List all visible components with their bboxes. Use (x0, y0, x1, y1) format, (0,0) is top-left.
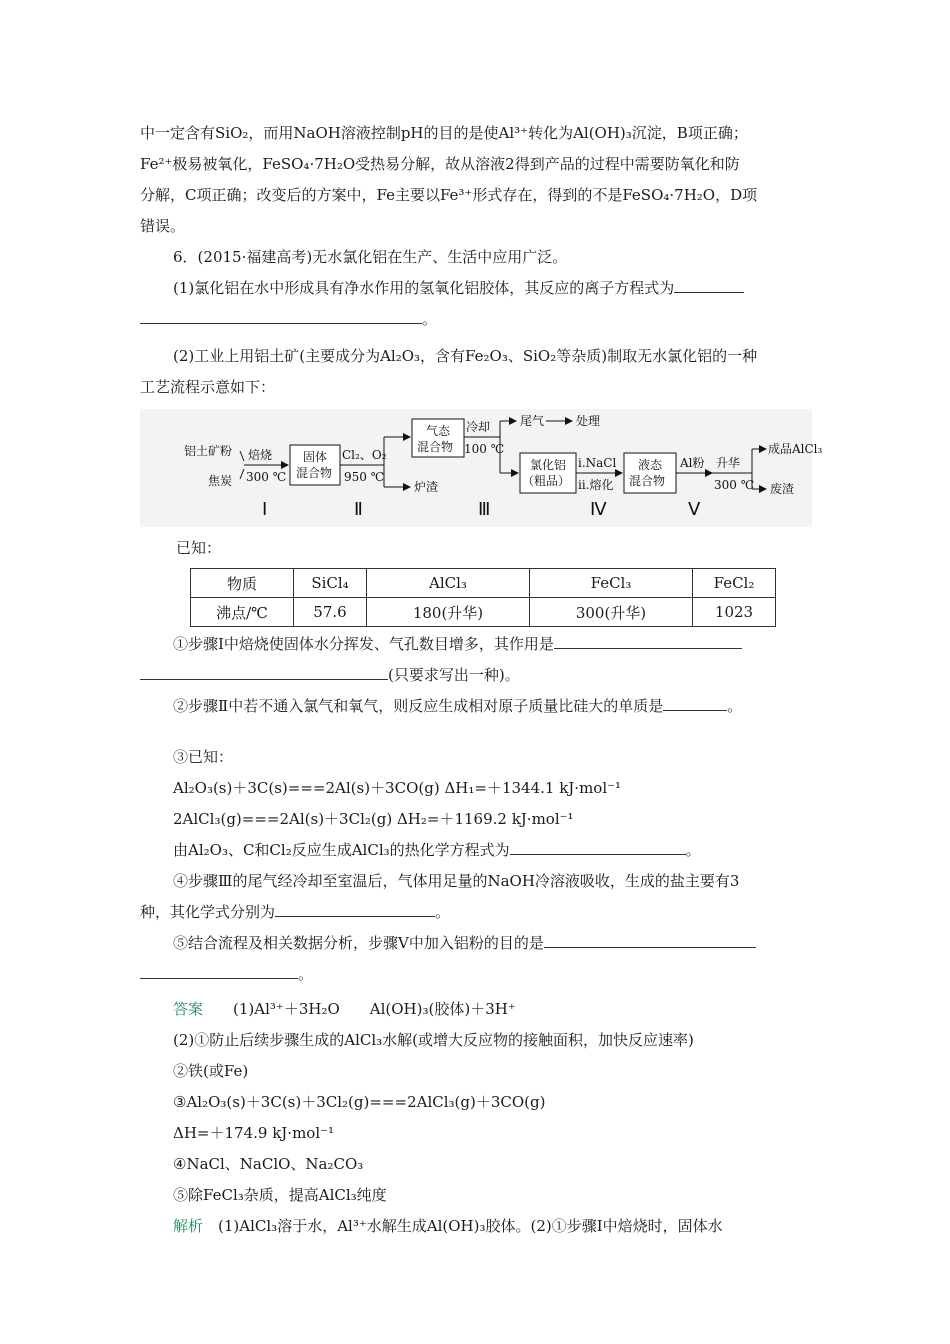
flow-treatment: 处理 (576, 414, 601, 428)
box-solid-mixture-l2: 混合物 (296, 466, 333, 480)
period: 。 (685, 841, 701, 859)
subq-5-text: ⑤结合流程及相关数据分析，步骤Ⅴ中加入铝粉的目的是 (173, 934, 544, 952)
answer-blank-1a (674, 278, 744, 293)
question-6-part-2-line-1: (2)工业上用铝土矿(主要成分为Al₂O₃，含有Fe₂O₃、SiO₂等杂质)制取无水氯化铝的一种 (173, 347, 758, 365)
intro-line-1: 中一定含有SiO₂，而用NaOH溶液控制pH的目的是使Al³⁺转化为Al(OH)₃沉淀，B项正确； (140, 124, 748, 142)
table-cell: 物质 (191, 569, 294, 598)
subq-4-line-1: ④步骤Ⅲ的尾气经冷却至室温后，气体用足量的NaOH冷溶液吸收，生成的盐主要有3 (173, 872, 740, 890)
answer-line-1 (140, 994, 812, 1025)
subq-1-cont (140, 660, 812, 691)
intro-line-4: 错误。 (140, 217, 186, 235)
answer-line-7: ⑤除FeCl₃杂质，提高AlCl₃纯度 (173, 1186, 387, 1204)
subq-3: ③已知： (173, 748, 234, 766)
question-6-title: 6．(2015·福建高考)无水氯化铝在生产、生活中应用广泛。 (173, 248, 568, 266)
answer-line-5: ΔH=＋174.9 kJ·mol⁻¹ (173, 1124, 335, 1142)
answer-blank-5 (275, 902, 435, 917)
flow-product: 成品AlCl₃ (768, 442, 823, 456)
answer-blank-6a (544, 933, 756, 948)
table-cell: 1023 (693, 598, 776, 627)
period: 。 (727, 697, 743, 715)
step-2-reagents: Cl₂、O₂ (342, 448, 387, 462)
stage-label-5: Ⅴ (688, 499, 701, 519)
question-6-part-1-cont (140, 304, 812, 335)
part-1-text: (1)氯化铝在水中形成具有净水作用的氢氧化铝胶体，其反应的离子方程式为 (173, 279, 675, 297)
subq-4-line-2 (140, 897, 812, 928)
answer-line-2: (2)①防止后续步骤生成的AlCl₃水解(或增大反应物的接触面积，加快反应速率) (173, 1031, 694, 1049)
answer-line-3: ②铁(或Fe) (173, 1062, 249, 1080)
box-liquid-mixture-l1: 液态 (638, 458, 663, 472)
flow-input-coke: 焦炭 (208, 474, 233, 488)
flow-waste: 废渣 (770, 482, 795, 496)
answer-label: 答案 (173, 1000, 204, 1018)
subq-3-equation-1: Al₂O₃(s)＋3C(s)===2Al(s)＋3CO(g) ΔH₁=＋1344.1 kJ·mol⁻¹ (173, 779, 622, 797)
stage-label-3: Ⅲ (478, 499, 491, 519)
stage-label-2: Ⅱ (354, 499, 363, 519)
boiling-point-table (190, 568, 776, 627)
step-1-temp: 300 ℃ (246, 470, 287, 484)
answer-blank-6b (140, 964, 298, 979)
answer-blank-1b (140, 309, 422, 324)
table-cell: 300(升华) (530, 598, 693, 627)
stage-label-4: Ⅳ (590, 499, 607, 519)
subq-1-text: ①步骤Ⅰ中焙烧使固体水分挥发、气孔数目增多，其作用是 (173, 635, 554, 653)
subq-1-end: (只要求写出一种)。 (388, 666, 520, 684)
answer-blank-3 (663, 696, 727, 711)
question-6-part-2-line-2: 工艺流程示意如下： (140, 378, 276, 396)
box-crude-alcl3-l1: 氯化铝 (530, 458, 567, 472)
document-page (140, 118, 823, 1242)
answer-blank-2a (554, 634, 742, 649)
answer-line-4: ③Al₂O₃(s)＋3C(s)＋3Cl₂(g)===2AlCl₃(g)＋3CO(g) (173, 1093, 546, 1111)
step-2-temp: 950 ℃ (344, 470, 385, 484)
step-4-reagent: ⅰ.NaCl (578, 456, 617, 470)
subq-3-ask-text: 由Al₂O₃、C和Cl₂反应生成AlCl₃的热化学方程式为 (173, 841, 510, 859)
answer-line-6: ④NaCl、NaClO、Na₂CO₃ (173, 1155, 364, 1173)
intro-line-3: 分解，C项正确；改变后的方案中，Fe主要以Fe³⁺形式存在，得到的不是FeSO₄·7H₂O，D项 (140, 186, 758, 204)
table-cell: SiCl₄ (294, 569, 367, 598)
known-label: 已知： (176, 539, 222, 557)
subq-4-text: 种，其化学式分别为 (140, 903, 276, 921)
box-liquid-mixture-l2: 混合物 (629, 474, 666, 488)
subq-1 (140, 629, 812, 660)
subq-2-text: ②步骤Ⅱ中若不通入氯气和氧气，则反应生成相对原子质量比硅大的单质是 (173, 697, 664, 715)
subq-3-equation-2: 2AlCl₃(g)===2Al(s)＋3Cl₂(g) ΔH₂=＋1169.2 kJ·mol⁻¹ (173, 810, 574, 828)
step-1-condition: 焙烧 (248, 448, 273, 462)
table-cell: FeCl₂ (693, 569, 776, 598)
box-gas-mixture-l1: 气态 (426, 424, 451, 438)
stage-label-1: Ⅰ (262, 499, 268, 519)
table-header-row (191, 569, 776, 598)
period: 。 (422, 310, 438, 328)
analysis-label: 解析 (173, 1217, 204, 1235)
step-3-condition: 冷却 (466, 420, 491, 434)
flow-slag: 炉渣 (414, 480, 439, 494)
table-row (191, 598, 776, 627)
box-solid-mixture-l1: 固体 (303, 450, 328, 464)
box-crude-alcl3-l2: （粗品） (522, 474, 571, 488)
subq-3-ask (140, 835, 812, 866)
flow-input-ore: 铝土矿粉 (184, 444, 233, 458)
period: 。 (298, 965, 314, 983)
step-5-reagent: Al粉 (680, 456, 705, 470)
table-cell: FeCl₃ (530, 569, 693, 598)
flow-tail-gas: 尾气 (520, 414, 545, 428)
table-cell: 57.6 (294, 598, 367, 627)
answer-1: (1)Al³⁺＋3H₂O Al(OH)₃(胶体)＋3H⁺ (233, 1000, 516, 1018)
table-cell: 180(升华) (367, 598, 530, 627)
box-gas-mixture-l2: 混合物 (417, 440, 454, 454)
question-6-part-1 (140, 273, 812, 304)
period: 。 (435, 903, 451, 921)
analysis-line-1 (140, 1211, 812, 1242)
process-flow-diagram (140, 409, 823, 527)
step-3-temp: 100 ℃ (464, 442, 505, 456)
subq-2 (140, 691, 812, 722)
answer-blank-2b (140, 665, 388, 680)
analysis-text: (1)AlCl₃溶于水，Al³⁺水解生成Al(OH)₃胶体。(2)①步骤Ⅰ中焙烧时，固体水 (218, 1217, 723, 1235)
table-cell: AlCl₃ (367, 569, 530, 598)
step-6-temp: 300 ℃ (714, 478, 755, 492)
step-4-action: ⅱ.熔化 (578, 478, 614, 492)
subq-5 (140, 928, 812, 959)
answer-blank-4 (510, 840, 686, 855)
intro-line-2: Fe²⁺极易被氧化，FeSO₄·7H₂O受热易分解，故从溶液2得到产品的过程中需要防氧化和防 (140, 155, 740, 173)
table-cell: 沸点/℃ (191, 598, 294, 627)
step-6-action: 升华 (716, 456, 741, 470)
subq-5-cont (140, 959, 812, 990)
